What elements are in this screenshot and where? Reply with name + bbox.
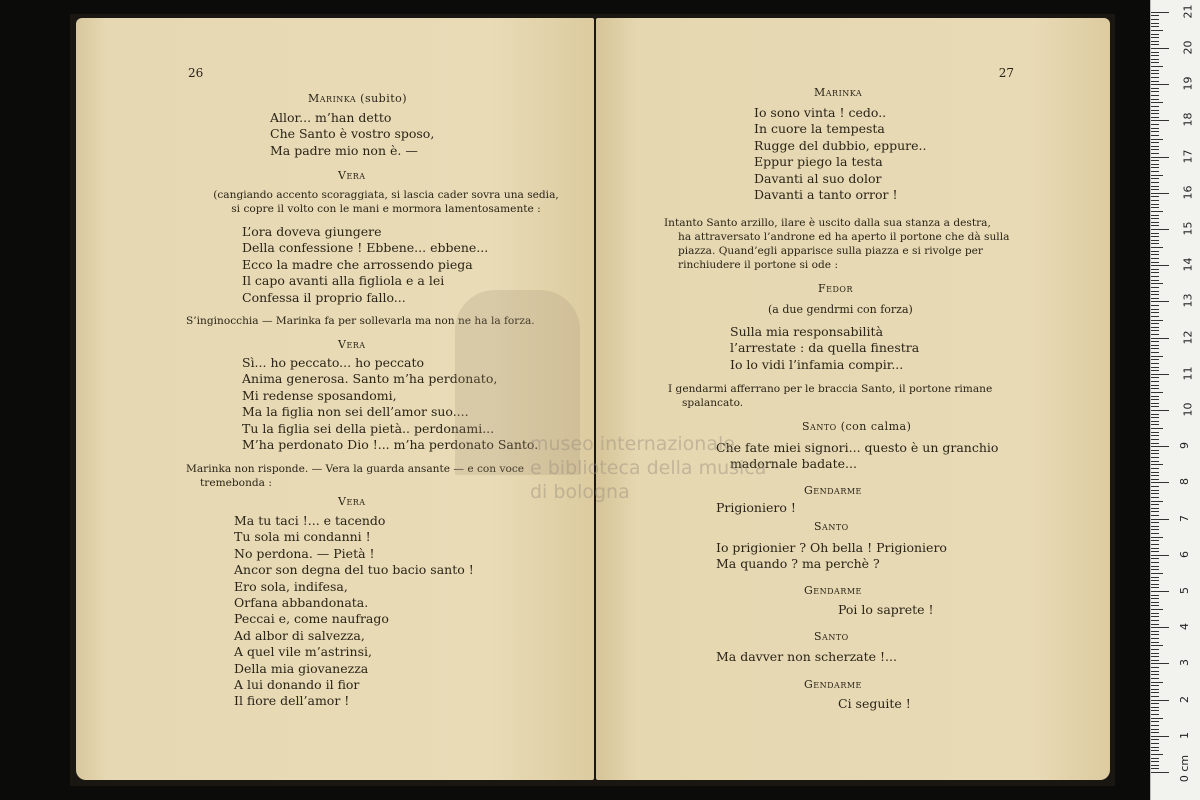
ruler-tick — [1151, 696, 1159, 697]
ruler-tick — [1151, 113, 1159, 114]
ruler-tick — [1151, 84, 1169, 85]
stage-direction: S’inginocchia — Marinka fa per sollevarla ma non ne ha la forza. — [186, 315, 535, 327]
ruler-tick — [1151, 81, 1159, 82]
ruler-tick — [1151, 66, 1163, 67]
ruler-number: 6 — [1178, 550, 1191, 558]
ruler-tick — [1151, 577, 1159, 578]
ruler-tick — [1151, 182, 1159, 183]
verse-line: Ci seguite ! — [838, 696, 911, 711]
verse-line: Ma davver non scherzate !... — [716, 649, 897, 664]
verse-block: Io prigionier ? Oh bella ! Prigioniero Ma quando ? ma perchè ? — [716, 540, 947, 572]
ruler-tick — [1151, 605, 1159, 606]
ruler-tick — [1151, 59, 1159, 60]
ruler-tick — [1151, 624, 1159, 625]
ruler-tick — [1151, 580, 1159, 581]
verse-block: Sì... ho peccato... ho peccato Anima generosa. Santo m’ha perdonato, Mi redense sposandomi, Ma la figlia non sei dell’amor suo.... Tu la figlia sei della pietà.. perdonami... M’ha perdonato Dio !... m’ha perdonato Santo. — [242, 355, 539, 452]
ruler-tick — [1151, 236, 1159, 237]
ruler-tick — [1151, 139, 1163, 140]
ruler-tick — [1151, 30, 1163, 31]
ruler-tick — [1151, 251, 1159, 252]
ruler-tick — [1151, 48, 1169, 49]
ruler-tick — [1151, 399, 1159, 400]
ruler-tick — [1151, 12, 1169, 13]
ruler-tick — [1151, 537, 1163, 538]
ruler-tick — [1151, 305, 1159, 306]
speaker-santo: Santo (con calma) — [802, 420, 912, 433]
speaker-marinka: Marinka — [814, 86, 863, 99]
ruler-tick — [1151, 522, 1159, 523]
ruler-tick — [1151, 620, 1159, 621]
ruler-tick — [1151, 301, 1169, 302]
ruler-tick — [1151, 732, 1159, 733]
ruler-tick — [1151, 685, 1159, 686]
stage-direction: I gendarmi afferrano per le braccia Santo, il portone rimane spalancato. — [668, 383, 993, 409]
ruler-tick — [1151, 515, 1159, 516]
ruler-tick — [1151, 475, 1159, 476]
ruler-tick — [1151, 396, 1159, 397]
ruler-tick — [1151, 225, 1159, 226]
verse-block: Ma tu taci !... e tacendo Tu sola mi condanni ! No perdona. — Pietà ! Ancor son degna del tuo bacio santo ! Ero sola, indifesa, Orfana abbandonata. Peccai e, come naufrago Ad albor di salvezza, A quel vile m’astrinsi, Della mia giovanezza A lui donando il fior Il fiore dell’amor ! — [234, 513, 474, 709]
ruler-tick — [1151, 37, 1159, 38]
ruler-tick — [1151, 598, 1159, 599]
ruler-tick — [1151, 761, 1159, 762]
ruler-tick — [1151, 682, 1163, 683]
speaker-gendarme: Gendarme — [804, 584, 862, 597]
ruler-tick — [1151, 768, 1159, 769]
ruler-tick — [1151, 566, 1159, 567]
ruler-tick — [1151, 638, 1159, 639]
ruler-tick — [1151, 446, 1169, 447]
ruler-tick — [1151, 526, 1159, 527]
ruler-tick — [1151, 218, 1159, 219]
measuring-ruler — [1150, 0, 1200, 800]
ruler-tick — [1151, 298, 1159, 299]
ruler-tick — [1151, 424, 1159, 425]
museum-watermark-text: museo internazionale e biblioteca della musica di bologna — [530, 433, 767, 503]
ruler-tick — [1151, 193, 1169, 194]
ruler-tick — [1151, 710, 1159, 711]
ruler-tick — [1151, 443, 1159, 444]
ruler-tick — [1151, 739, 1159, 740]
ruler-tick — [1151, 291, 1159, 292]
ruler-tick — [1151, 200, 1159, 201]
ruler-tick — [1151, 743, 1159, 744]
ruler-tick — [1151, 106, 1159, 107]
ruler-tick — [1151, 345, 1159, 346]
stage-direction: Intanto Santo arzillo, ilare è uscito dalla sua stanza a destra, ha attraversato l’androne ed ha aperto il portone che dà sulla piazza. Quand’egli apparisce sulla piazza e si rivolge per rinchiudere il portone si ode : — [664, 217, 1010, 271]
ruler-tick — [1151, 330, 1159, 331]
ruler-tick — [1151, 229, 1169, 230]
ruler-tick — [1151, 338, 1169, 339]
page-number: 27 — [998, 66, 1014, 80]
ruler-tick — [1151, 613, 1159, 614]
speaker-santo: Santo — [814, 630, 849, 643]
ruler-tick — [1151, 758, 1159, 759]
ruler-tick — [1151, 414, 1159, 415]
stage-direction: Marinka non risponde. — Vera la guarda ansante — e con voce tremebonda : — [186, 463, 525, 489]
ruler-tick — [1151, 461, 1159, 462]
ruler-number: 9 — [1178, 442, 1191, 450]
ruler-number: 11 — [1181, 366, 1195, 381]
speaker-vera: Vera — [338, 338, 366, 351]
ruler-tick — [1151, 703, 1159, 704]
ruler-tick — [1151, 533, 1159, 534]
speaker-vera: Vera — [338, 495, 366, 508]
ruler-tick — [1151, 196, 1159, 197]
ruler-tick — [1151, 149, 1159, 150]
ruler-tick — [1151, 327, 1159, 328]
ruler-tick — [1151, 243, 1159, 244]
ruler-tick — [1151, 747, 1159, 748]
ruler-tick — [1151, 341, 1159, 342]
ruler-tick — [1151, 406, 1159, 407]
ruler-tick — [1151, 110, 1159, 111]
ruler-tick — [1151, 388, 1159, 389]
ruler-tick — [1151, 204, 1159, 205]
speaker-gendarme: Gendarme — [804, 484, 862, 497]
stage-direction: (a due gendrmi con forza) — [768, 303, 913, 316]
ruler-tick — [1151, 62, 1159, 63]
ruler-tick — [1151, 631, 1159, 632]
ruler-tick — [1151, 323, 1159, 324]
ruler-tick — [1151, 609, 1163, 610]
ruler-tick — [1151, 721, 1159, 722]
ruler-tick — [1151, 450, 1159, 451]
ruler-tick — [1151, 175, 1163, 176]
speaker-fedor: Fedor — [818, 282, 853, 295]
ruler-tick — [1151, 262, 1159, 263]
ruler-tick — [1151, 457, 1159, 458]
ruler-tick — [1151, 52, 1159, 53]
ruler-tick — [1151, 211, 1163, 212]
ruler-tick — [1151, 215, 1159, 216]
ruler-tick — [1151, 573, 1163, 574]
ruler-tick — [1151, 95, 1159, 96]
ruler-tick — [1151, 269, 1159, 270]
ruler-tick — [1151, 124, 1159, 125]
ruler-tick — [1151, 634, 1159, 635]
ruler-number: 10 — [1181, 402, 1195, 417]
ruler-tick — [1151, 102, 1163, 103]
ruler-tick — [1151, 482, 1169, 483]
ruler-tick — [1151, 233, 1159, 234]
ruler-tick — [1151, 511, 1159, 512]
stage-direction: (cangiando accento scoraggiata, si lascia cader sovra una sedia, si copre il volto con le mani e mormora lamentosamente : — [213, 189, 559, 215]
speaker-vera: Vera — [338, 169, 366, 182]
ruler-tick — [1151, 616, 1159, 617]
verse-block: Allor... m’han detto Che Santo è vostro sposo, Ma padre mio non è. — — [270, 110, 435, 158]
ruler-tick — [1151, 765, 1159, 766]
ruler-number: 13 — [1181, 293, 1195, 308]
ruler-tick — [1151, 439, 1159, 440]
ruler-tick — [1151, 403, 1159, 404]
ruler-number: 15 — [1181, 221, 1195, 236]
ruler-tick — [1151, 131, 1159, 132]
ruler-tick — [1151, 167, 1159, 168]
ruler-tick — [1151, 186, 1159, 187]
ruler-tick — [1151, 359, 1159, 360]
ruler-tick — [1151, 135, 1159, 136]
ruler-tick — [1151, 157, 1169, 158]
ruler-tick — [1151, 334, 1159, 335]
ruler-tick — [1151, 171, 1159, 172]
ruler-tick — [1151, 540, 1159, 541]
ruler-number: 14 — [1181, 257, 1195, 272]
ruler-tick — [1151, 569, 1159, 570]
ruler-tick — [1151, 490, 1159, 491]
ruler-tick — [1151, 146, 1159, 147]
ruler-tick — [1151, 222, 1159, 223]
verse-block: Che fate miei signori... questo è un granchio madornale badate... — [716, 440, 999, 472]
ruler-tick — [1151, 479, 1159, 480]
ruler-tick — [1151, 736, 1169, 737]
ruler-tick — [1151, 117, 1159, 118]
ruler-tick — [1151, 309, 1159, 310]
ruler-tick — [1151, 529, 1159, 530]
ruler-number: 12 — [1181, 330, 1195, 345]
ruler-tick — [1151, 519, 1169, 520]
ruler-tick — [1151, 453, 1159, 454]
ruler-tick — [1151, 356, 1163, 357]
ruler-tick — [1151, 26, 1159, 27]
ruler-tick — [1151, 41, 1159, 42]
ruler-tick — [1151, 642, 1159, 643]
speaker-santo: Santo — [814, 520, 849, 533]
ruler-tick — [1151, 88, 1159, 89]
ruler-number: 19 — [1181, 76, 1195, 91]
ruler-number: 1 — [1178, 731, 1191, 739]
ruler-tick — [1151, 432, 1159, 433]
ruler-tick — [1151, 91, 1159, 92]
ruler-tick — [1151, 160, 1159, 161]
ruler-tick — [1151, 587, 1159, 588]
ruler-tick — [1151, 287, 1159, 288]
ruler-tick — [1151, 272, 1159, 273]
ruler-number: 7 — [1178, 514, 1191, 522]
speaker-marinka: Marinka (subito) — [308, 92, 408, 105]
ruler-tick — [1151, 294, 1159, 295]
ruler-tick — [1151, 508, 1159, 509]
ruler-tick — [1151, 55, 1159, 56]
ruler-tick — [1151, 247, 1163, 248]
ruler-tick — [1151, 656, 1159, 657]
ruler-tick — [1151, 584, 1159, 585]
ruler-number: 3 — [1178, 659, 1191, 667]
ruler-tick — [1151, 649, 1159, 650]
ruler-number: 5 — [1178, 587, 1191, 594]
ruler-tick — [1151, 363, 1159, 364]
ruler-number: 18 — [1181, 112, 1195, 127]
ruler-tick — [1151, 555, 1169, 556]
ruler-tick — [1151, 486, 1159, 487]
ruler-tick — [1151, 692, 1159, 693]
ruler-tick — [1151, 316, 1159, 317]
ruler-tick — [1151, 23, 1159, 24]
ruler-tick — [1151, 472, 1159, 473]
ruler-tick — [1151, 700, 1169, 701]
ruler-tick — [1151, 667, 1159, 668]
verse-line: Prigioniero ! — [716, 500, 796, 515]
ruler-tick — [1151, 718, 1163, 719]
ruler-number: 2 — [1178, 695, 1191, 703]
ruler-tick — [1151, 714, 1159, 715]
ruler-tick — [1151, 729, 1159, 730]
ruler-number: 21 — [1181, 4, 1195, 19]
ruler-tick — [1151, 558, 1159, 559]
verse-block: Io sono vinta ! cedo.. In cuore la tempesta Rugge del dubbio, eppure.. Eppur piego la testa Davanti al suo dolor Davanti a tanto orror ! — [754, 105, 927, 202]
ruler-tick — [1151, 19, 1159, 20]
ruler-tick — [1151, 283, 1163, 284]
ruler-tick — [1151, 178, 1159, 179]
ruler-tick — [1151, 381, 1159, 382]
ruler-tick — [1151, 421, 1159, 422]
ruler-number: 8 — [1178, 478, 1191, 486]
ruler-tick — [1151, 312, 1159, 313]
ruler-tick — [1151, 77, 1159, 78]
ruler-tick — [1151, 772, 1169, 773]
ruler-tick — [1151, 595, 1159, 596]
ruler-tick — [1151, 374, 1169, 375]
ruler-tick — [1151, 551, 1159, 552]
ruler-number: 16 — [1181, 185, 1195, 200]
ruler-tick — [1151, 377, 1159, 378]
ruler-tick — [1151, 497, 1159, 498]
ruler-tick — [1151, 707, 1159, 708]
ruler-tick — [1151, 548, 1159, 549]
ruler-tick — [1151, 627, 1169, 628]
ruler-tick — [1151, 660, 1159, 661]
ruler-tick — [1151, 73, 1159, 74]
ruler-tick — [1151, 410, 1169, 411]
ruler-tick — [1151, 207, 1159, 208]
ruler-tick — [1151, 493, 1159, 494]
ruler-tick — [1151, 99, 1159, 100]
ruler-tick — [1151, 678, 1159, 679]
ruler-tick — [1151, 689, 1159, 690]
ruler-tick — [1151, 128, 1159, 129]
ruler-tick — [1151, 468, 1159, 469]
ruler-tick — [1151, 725, 1159, 726]
ruler-tick — [1151, 142, 1159, 143]
ruler-tick — [1151, 435, 1159, 436]
open-book — [70, 14, 1115, 786]
ruler-tick — [1151, 392, 1163, 393]
page-number: 26 — [188, 66, 204, 80]
ruler-tick — [1151, 70, 1159, 71]
ruler-tick — [1151, 34, 1159, 35]
ruler-tick — [1151, 504, 1159, 505]
ruler-tick — [1151, 120, 1169, 121]
ruler-tick — [1151, 645, 1163, 646]
ruler-tick — [1151, 663, 1169, 664]
ruler-unit-label: 0 cm — [1178, 754, 1192, 783]
verse-block: L’ora doveva giungere Della confessione ! Ebbene... ebbene... Ecco la madre che arrossendo piega Il capo avanti alla figliola e a lei Confessa il proprio fallo... — [242, 224, 489, 305]
right-page — [596, 18, 1110, 780]
ruler-tick — [1151, 254, 1159, 255]
ruler-tick — [1151, 754, 1163, 755]
ruler-tick — [1151, 367, 1159, 368]
ruler-tick — [1151, 164, 1159, 165]
ruler-tick — [1151, 276, 1159, 277]
ruler-tick — [1151, 674, 1159, 675]
ruler-tick — [1151, 671, 1159, 672]
ruler-tick — [1151, 320, 1163, 321]
ruler-tick — [1151, 280, 1159, 281]
ruler-tick — [1151, 385, 1159, 386]
ruler-tick — [1151, 602, 1159, 603]
ruler-tick — [1151, 240, 1159, 241]
verse-line: Poi lo saprete ! — [838, 602, 934, 617]
ruler-tick — [1151, 265, 1169, 266]
ruler-number: 20 — [1181, 40, 1195, 55]
ruler-tick — [1151, 44, 1159, 45]
ruler-tick — [1151, 352, 1159, 353]
ruler-tick — [1151, 544, 1159, 545]
ruler-tick — [1151, 562, 1159, 563]
ruler-tick — [1151, 428, 1163, 429]
ruler-tick — [1151, 258, 1159, 259]
ruler-tick — [1151, 189, 1159, 190]
ruler-tick — [1151, 417, 1159, 418]
ruler-tick — [1151, 591, 1169, 592]
ruler-tick — [1151, 348, 1159, 349]
verse-block: Sulla mia responsabilità l’arrestate : da quella finestra Io lo vidi l’infamia compir... — [730, 324, 920, 372]
ruler-tick — [1151, 653, 1159, 654]
ruler-number: 4 — [1178, 623, 1191, 631]
ruler-tick — [1151, 370, 1159, 371]
ruler-tick — [1151, 15, 1159, 16]
ruler-tick — [1151, 501, 1163, 502]
ruler-tick — [1151, 750, 1159, 751]
ruler-tick — [1151, 153, 1159, 154]
speaker-gendarme: Gendarme — [804, 678, 862, 691]
ruler-tick — [1151, 464, 1163, 465]
ruler-number: 17 — [1181, 149, 1195, 164]
